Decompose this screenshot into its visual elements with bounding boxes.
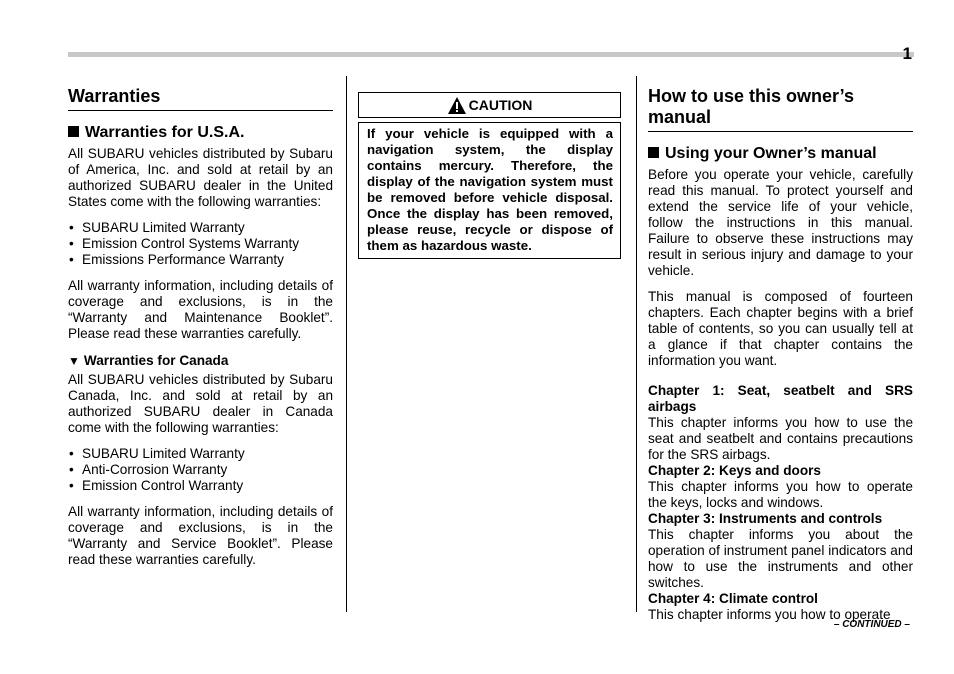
column-divider-2 bbox=[636, 76, 637, 612]
using-manual-heading: Using your Owner’s manual bbox=[648, 144, 913, 164]
manual-title: How to use this owner’s manual bbox=[648, 86, 913, 132]
chapter-2-desc: This chapter informs you how to operate the keys, locks and windows. bbox=[648, 479, 913, 510]
page-number: 1 bbox=[902, 44, 912, 63]
chapter-1-title: Chapter 1: Seat, seatbelt and SRS airbags bbox=[648, 383, 913, 414]
list-item: • SUBARU Limited Warranty bbox=[68, 446, 333, 462]
usa-heading: Warranties for U.S.A. bbox=[68, 123, 333, 143]
warranties-column bbox=[68, 86, 333, 568]
chapter-2-title: Chapter 2: Keys and doors bbox=[648, 463, 821, 478]
manual-column bbox=[648, 86, 913, 623]
warning-triangle-icon bbox=[447, 96, 467, 115]
caution-text: If your vehicle is equipped with a navigation system, the display contains mercury. Therefore, the display of the navigation system must be removed before vehicle disposal. Once the display has been removed, please reuse, recycle or dispose of them as hazardous waste. bbox=[358, 122, 621, 259]
list-item: • Emission Control Systems Warranty bbox=[68, 236, 333, 252]
square-bullet-icon bbox=[68, 126, 79, 137]
usa-outro: All warranty information, including details of coverage and exclusions, is in the “Warranty and Maintenance Booklet”. Please read these warranties carefully. bbox=[68, 278, 333, 341]
canada-warranty-list bbox=[68, 446, 333, 494]
chapter-3-title: Chapter 3: Instruments and controls bbox=[648, 511, 883, 526]
usa-intro: All SUBARU vehicles distributed by Subaru of America, Inc. and sold at retail by an authorized SUBARU dealer in the United States come with the following warranties: bbox=[68, 146, 333, 209]
canada-heading: ▼ Warranties for Canada bbox=[68, 353, 229, 368]
caution-column bbox=[358, 86, 621, 259]
chapter-4-desc: This chapter informs you how to operate bbox=[648, 607, 891, 622]
usa-warranty-list bbox=[68, 220, 333, 268]
caution-header bbox=[358, 92, 621, 118]
chapter-list bbox=[648, 383, 913, 623]
list-item: • SUBARU Limited Warranty bbox=[68, 220, 333, 236]
list-item: • Anti-Corrosion Warranty bbox=[68, 462, 333, 478]
square-bullet-icon bbox=[648, 147, 659, 158]
chapter-3-desc: This chapter informs you about the operation of instrument panel indicators and how to use the instruments and other switches. bbox=[648, 527, 913, 590]
caution-label: CAUTION bbox=[468, 97, 533, 113]
warranties-title: Warranties bbox=[68, 86, 333, 111]
chapter-1-desc: This chapter informs you how to use the seat and seatbelt and contains precautions for the SRS airbags. bbox=[648, 415, 913, 462]
continued-label: – CONTINUED – bbox=[833, 619, 910, 630]
manual-para-1: Before you operate your vehicle, carefully read this manual. To protect yourself and extend the service life of your vehicle, follow the instructions in this manual. Failure to observe these instructions may result in serious injury and damage to your vehicle. bbox=[648, 167, 913, 278]
list-item: • Emission Control Warranty bbox=[68, 478, 333, 494]
chapter-4-title: Chapter 4: Climate control bbox=[648, 591, 818, 606]
triangle-down-icon: ▼ bbox=[68, 354, 80, 368]
canada-outro: All warranty information, including details of coverage and exclusions, is in the “Warranty and Service Booklet”. Please read these warranties carefully. bbox=[68, 504, 333, 567]
header-rule bbox=[68, 52, 914, 57]
list-item: • Emissions Performance Warranty bbox=[68, 252, 333, 268]
canada-intro: All SUBARU vehicles distributed by Subaru Canada, Inc. and sold at retail by an authorized SUBARU dealer in Canada come with the following warranties: bbox=[68, 372, 333, 435]
manual-para-2: This manual is composed of fourteen chapters. Each chapter begins with a brief table of contents, so you can usually tell at a glance if that chapter contains the information you want. bbox=[648, 289, 913, 368]
column-divider-1 bbox=[346, 76, 347, 612]
